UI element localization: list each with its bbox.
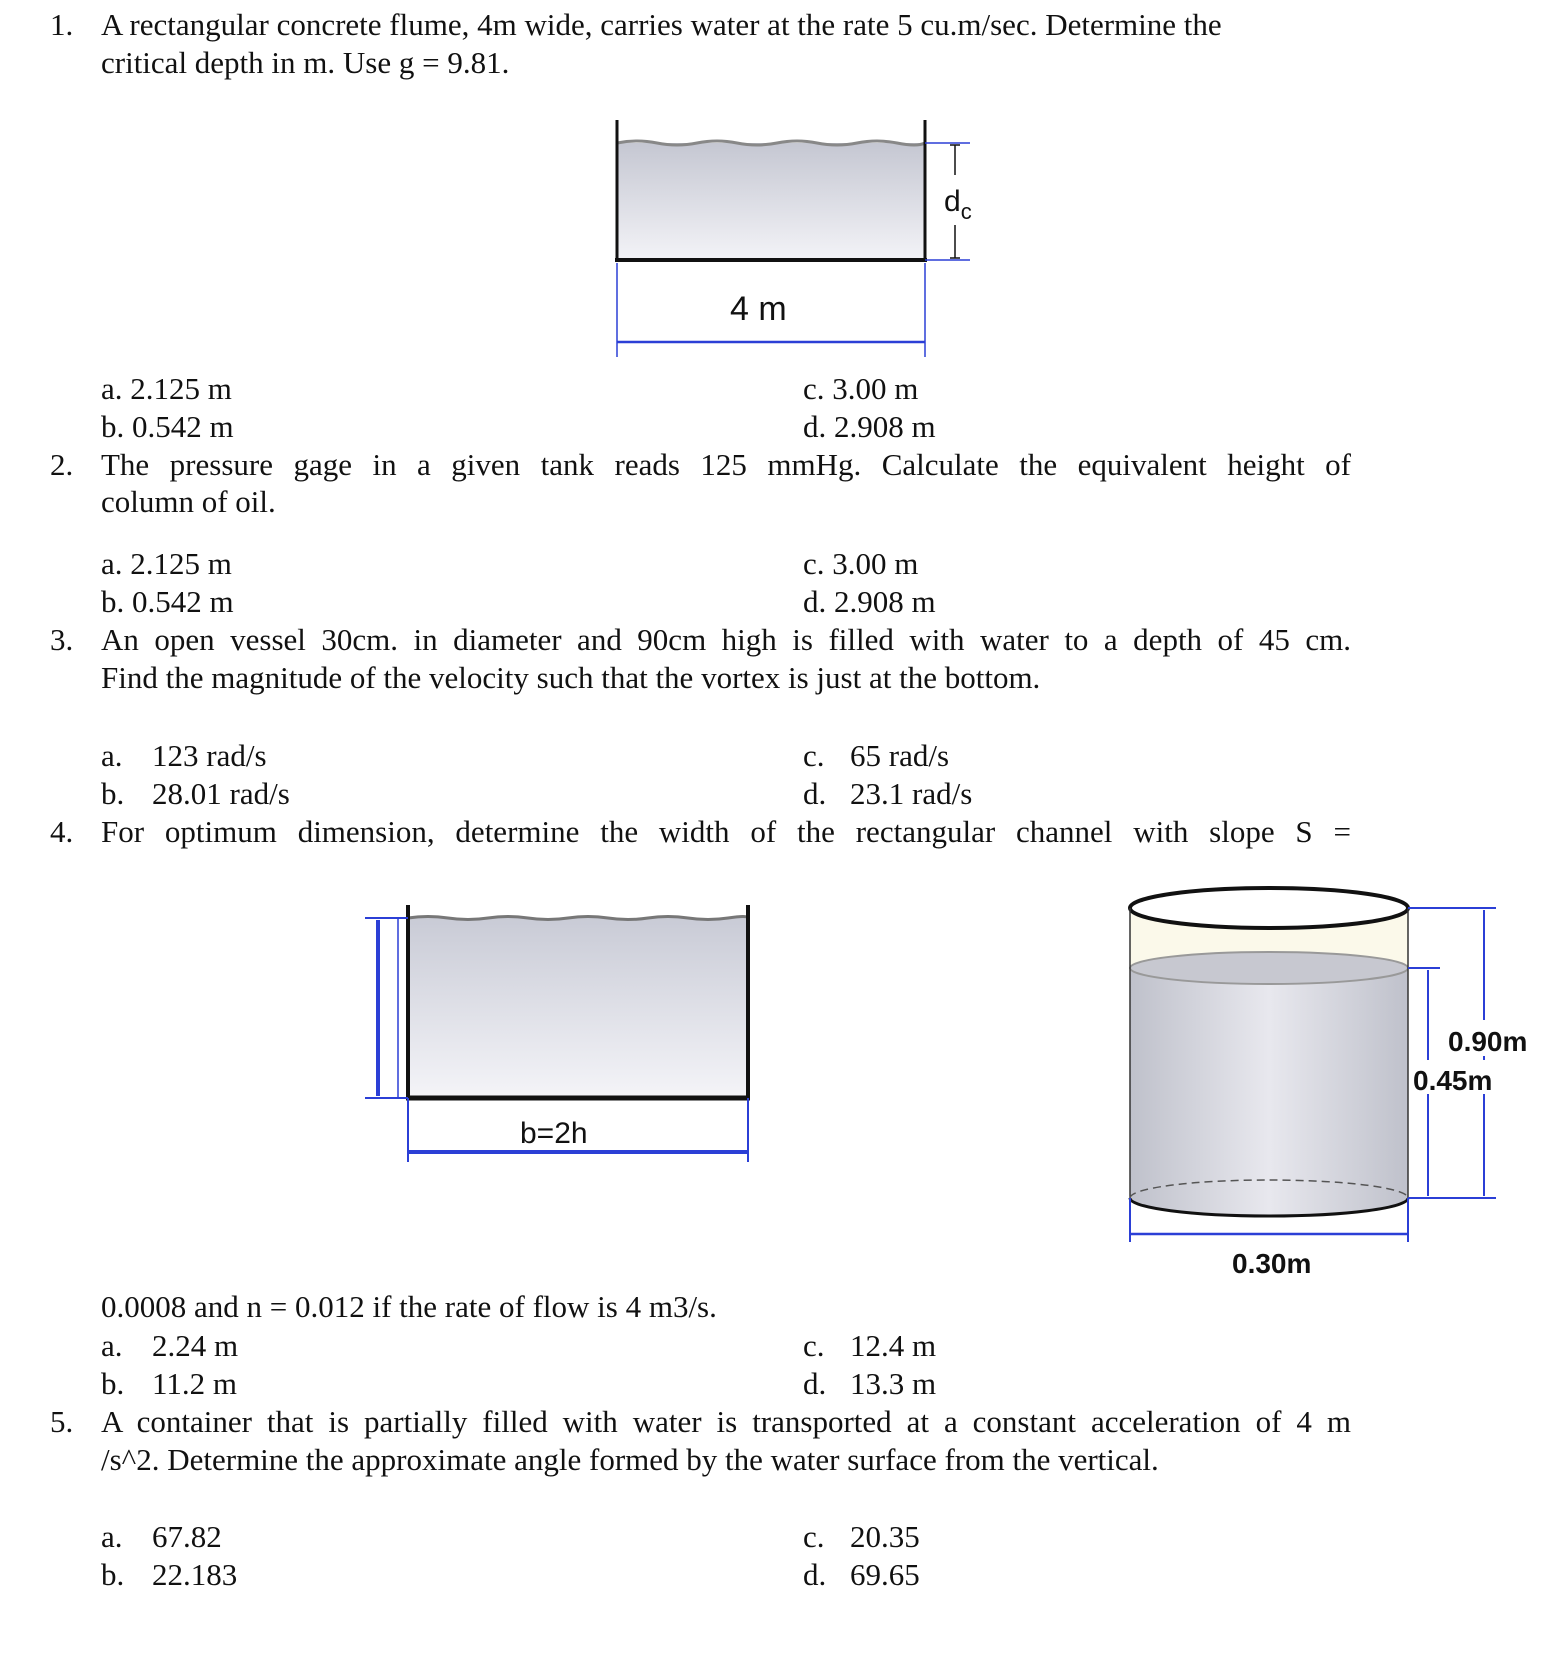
q5-option-d[interactable]: 69.65 [850, 1557, 920, 1592]
q2-option-d[interactable]: d. 2.908 m [803, 584, 936, 619]
q1-text-line2: critical depth in m. Use g = 9.81. [101, 45, 510, 80]
q3-option-b[interactable]: 28.01 rad/s [152, 776, 290, 811]
channel-width-label: b=2h [520, 1117, 588, 1150]
q1-option-c[interactable]: c. 3.00 m [803, 371, 919, 406]
q4-option-c[interactable]: 12.4 m [850, 1328, 937, 1363]
q3-number: 3. [50, 622, 74, 657]
cylinder-water [1130, 968, 1408, 1216]
q5-number: 5. [50, 1404, 74, 1439]
q2-number: 2. [50, 447, 74, 482]
channel-water [408, 918, 748, 1098]
q3-option-c[interactable]: 65 rad/s [850, 738, 950, 773]
q5-text-line1: A container that is partially filled with water is transported at a constant acceleration of 4 m [101, 1404, 1351, 1439]
cylinder-height-label: 0.90m [1448, 1026, 1528, 1057]
q1-number: 1. [50, 7, 74, 42]
flume-width-label: 4 m [730, 290, 787, 328]
q4-option-b[interactable]: 11.2 m [152, 1366, 237, 1401]
q3-text-line1: An open vessel 30cm. in diameter and 90cm high is filled with water to a depth of 45 cm. [101, 622, 1351, 657]
q4-text-line1: For optimum dimension, determine the width of the rectangular channel with slope S = [101, 814, 1351, 849]
q2-option-b[interactable]: b. 0.542 m [101, 584, 234, 619]
q2-text-line2: column of oil. [101, 484, 276, 519]
q2-option-a[interactable]: a. 2.125 m [101, 546, 232, 581]
q1-option-a[interactable]: a. 2.125 m [101, 371, 232, 406]
q2-text-line1: The pressure gage in a given tank reads 125 mmHg. Calculate the equivalent height of [101, 447, 1351, 482]
q3-option-c-letter: c. [803, 738, 825, 773]
q4-option-a-letter: a. [101, 1328, 123, 1363]
cylinder-diameter-label: 0.30m [1232, 1248, 1312, 1279]
q3-option-d[interactable]: 23.1 rad/s [850, 776, 973, 811]
cylinder-depth-label: 0.45m [1413, 1065, 1493, 1096]
q4-number: 4. [50, 814, 74, 849]
channel-diagram [360, 900, 770, 1165]
cylinder-top-rim [1130, 888, 1408, 928]
q5-option-c[interactable]: 20.35 [850, 1519, 920, 1554]
q1-option-b[interactable]: b. 0.542 m [101, 409, 234, 444]
q1-option-d[interactable]: d. 2.908 m [803, 409, 936, 444]
q4-option-a[interactable]: 2.24 m [152, 1328, 239, 1363]
q5-option-b-letter: b. [101, 1557, 125, 1592]
q3-option-a[interactable]: 123 rad/s [152, 738, 267, 773]
q2-option-c[interactable]: c. 3.00 m [803, 546, 919, 581]
q5-option-d-letter: d. [803, 1557, 827, 1592]
q4-option-c-letter: c. [803, 1328, 825, 1363]
q5-option-c-letter: c. [803, 1519, 825, 1554]
q4-option-b-letter: b. [101, 1366, 125, 1401]
depth-label: $d_c$ [944, 185, 972, 224]
flume-diagram [600, 115, 990, 360]
q3-option-a-letter: a. [101, 738, 123, 773]
q4-option-d[interactable]: 13.3 m [850, 1366, 937, 1401]
cylinder-diagram [1120, 880, 1550, 1290]
q5-option-b[interactable]: 22.183 [152, 1557, 238, 1592]
q5-option-a[interactable]: 67.82 [152, 1519, 222, 1554]
q4-option-d-letter: d. [803, 1366, 827, 1401]
q3-option-b-letter: b. [101, 776, 125, 811]
q3-option-d-letter: d. [803, 776, 827, 811]
q5-option-a-letter: a. [101, 1519, 123, 1554]
q4-text-line2: 0.0008 and n = 0.012 if the rate of flow is 4 m3/s. [101, 1289, 717, 1324]
q1-text-line1: A rectangular concrete flume, 4m wide, carries water at the rate 5 cu.m/sec. Determine the [101, 7, 1222, 42]
cylinder-water-surface [1130, 952, 1408, 984]
q5-text-line2: /s^2. Determine the approximate angle formed by the water surface from the vertical. [101, 1442, 1159, 1477]
q3-text-line2: Find the magnitude of the velocity such that the vortex is just at the bottom. [101, 660, 1041, 695]
flume-water [617, 143, 925, 260]
